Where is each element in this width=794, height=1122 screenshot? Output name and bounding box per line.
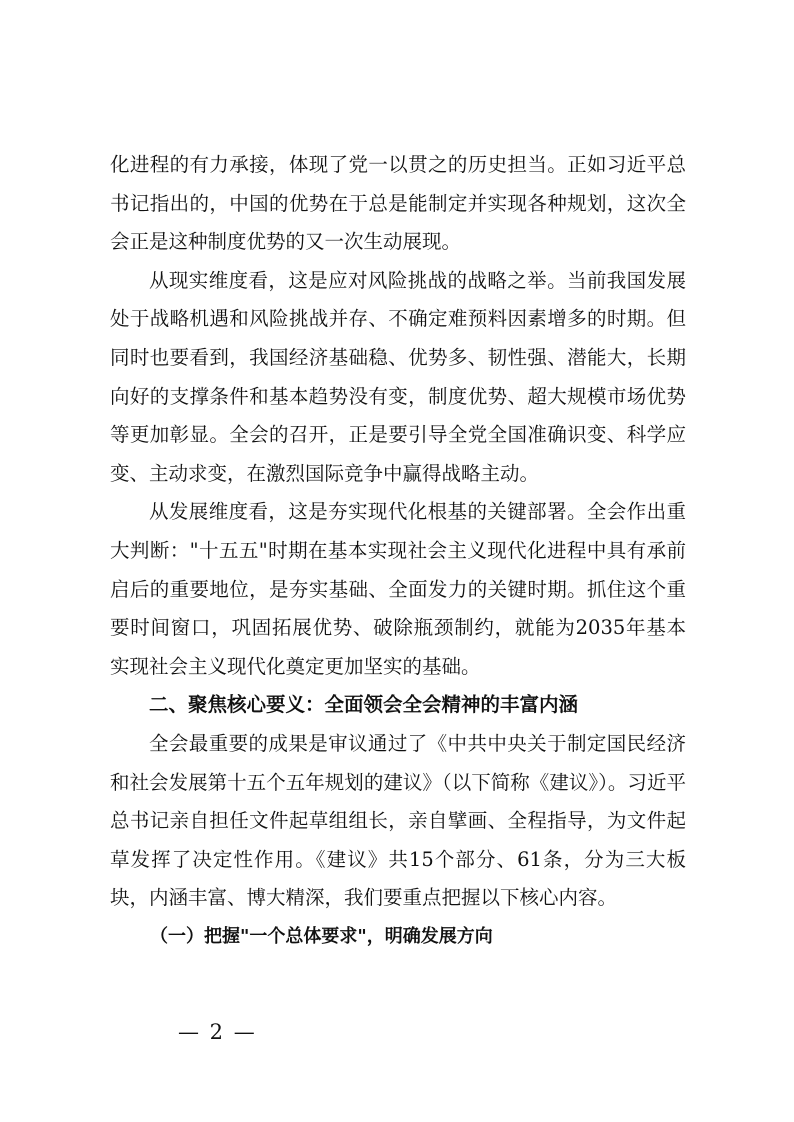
paragraph-continuation: 化进程的有力承接，体现了党一以贯之的历史担当。正如习近平总书记指出的，中国的优势在于总是能制定并实现各种规划，这次全会正是这种制度优势的又一次生动展现。	[110, 153, 686, 254]
paragraph-development-dimension: 从发展维度看，这是夯实现代化根基的关键部署。全会作出重大判断："十五五"时期在基本实现社会主义现代化进程中具有承前启后的重要地位，是夯实基础、全面发力的关键时期。抓住这个重要时间窗口，巩固拓展优势、破除瓶颈制约，就能为2035年基本实现社会主义现代化奠定更加坚实的基础。	[110, 500, 686, 678]
section-heading: 二、聚焦核心要义：全面领会全会精神的丰富内涵	[149, 693, 579, 717]
subsection-heading: （一）把握"一个总体要求"，明确发展方向	[150, 925, 493, 947]
paragraph-reality-dimension: 从现实维度看，这是应对风险挑战的战略之举。当前我国发展处于战略机遇和风险挑战并存、不确定难预料因素增多的时期。但同时也要看到，我国经济基础稳、优势多、韧性强、潜能大，长期向好的支撑条件和基本趋势没有变，制度优势、超大规模市场优势等更加彰显。全会的召开，正是要引导全党全国准确识变、科学应变、主动求变，在激烈国际竞争中赢得战略主动。	[110, 268, 686, 485]
document-body	[110, 146, 686, 956]
page-number: — 2 —	[178, 1020, 257, 1044]
paragraph-section-intro: 全会最重要的成果是审议通过了《中共中央关于制定国民经济和社会发展第十五个五年规划的建议》（以下简称《建议》）。习近平总书记亲自担任文件起草组组长，亲自擘画、全程指导，为文件起草发挥了决定性作用。《建议》共15个部分、61条，分为三大板块，内涵丰富、博大精深，我们要重点把握以下核心内容。	[110, 731, 686, 910]
